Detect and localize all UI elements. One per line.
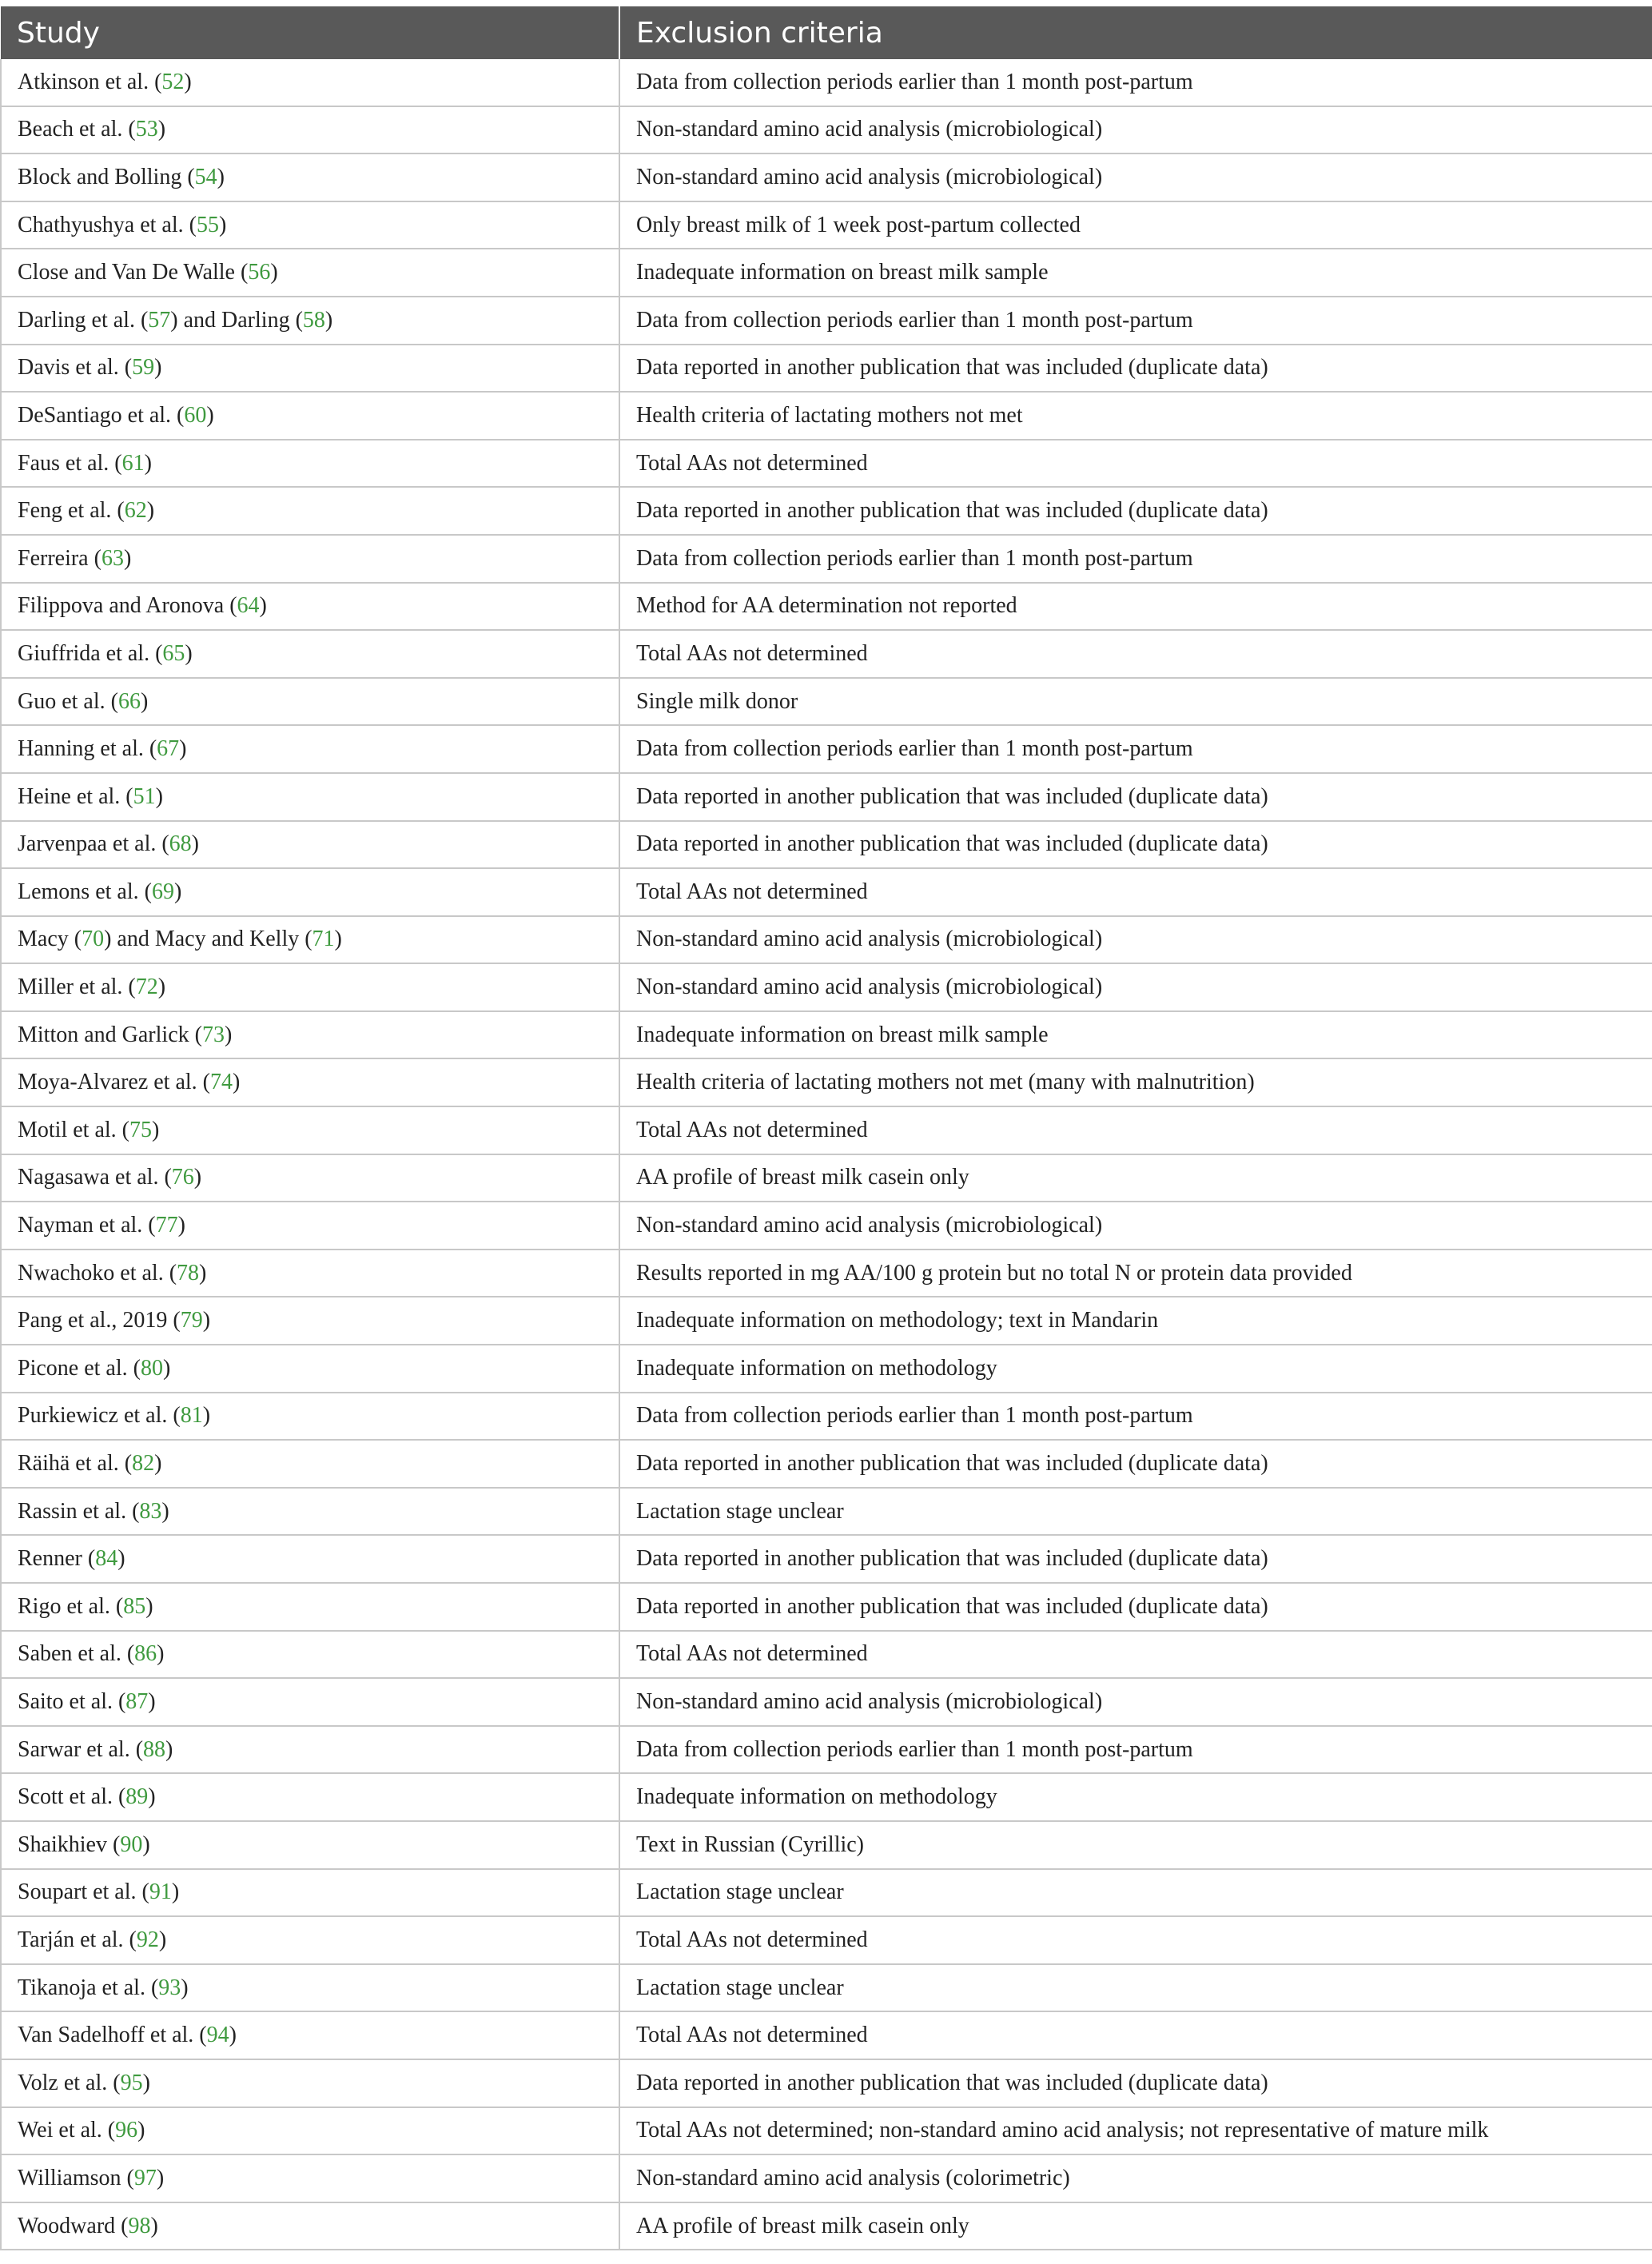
reference-link[interactable]: 69 bbox=[151, 879, 174, 904]
reference-link[interactable]: 55 bbox=[196, 212, 219, 237]
criteria-cell: Non-standard amino acid analysis (microbiological) bbox=[619, 963, 1652, 1011]
criteria-cell: Data reported in another publication that was included (duplicate data) bbox=[619, 2059, 1652, 2107]
study-text: ) bbox=[173, 879, 182, 904]
criteria-cell: Data from collection periods earlier than 1 month post-partum bbox=[619, 535, 1652, 583]
reference-link[interactable]: 90 bbox=[120, 1832, 143, 1857]
study-cell bbox=[1, 1297, 619, 1345]
study-cell bbox=[1, 1202, 619, 1250]
study-text: Pang et al., 2019 ( bbox=[18, 1308, 181, 1333]
study-text: ) bbox=[144, 450, 152, 476]
criteria-cell: Total AAs not determined bbox=[619, 868, 1652, 916]
study-cell bbox=[1, 1106, 619, 1154]
study-text: ) bbox=[217, 164, 225, 189]
criteria-cell: Lactation stage unclear bbox=[619, 1869, 1652, 1917]
study-cell bbox=[1, 297, 619, 345]
reference-link[interactable]: 67 bbox=[157, 736, 180, 762]
study-cell bbox=[1, 1869, 619, 1917]
study-cell bbox=[1, 1583, 619, 1631]
reference-link[interactable]: 84 bbox=[95, 1546, 118, 1572]
reference-link[interactable]: 96 bbox=[115, 2118, 138, 2143]
criteria-cell: Data from collection periods earlier than 1 month post-partum bbox=[619, 1393, 1652, 1441]
reference-link[interactable]: 95 bbox=[120, 2070, 143, 2095]
table-row bbox=[1, 345, 1652, 393]
table-row bbox=[1, 1726, 1652, 1774]
table-row bbox=[1, 583, 1652, 631]
criteria-cell: Data from collection periods earlier than 1 month post-partum bbox=[619, 297, 1652, 345]
study-cell bbox=[1, 2011, 619, 2059]
header-exclusion-criteria: Exclusion criteria bbox=[619, 6, 1652, 59]
table-row bbox=[1, 487, 1652, 535]
table-row bbox=[1, 2202, 1652, 2250]
reference-link[interactable]: 73 bbox=[201, 1022, 225, 1047]
study-text: ) bbox=[229, 2023, 237, 2048]
table-row bbox=[1, 1535, 1652, 1583]
criteria-cell: Only breast milk of 1 week post-partum collected bbox=[619, 201, 1652, 249]
study-text: ) bbox=[137, 2118, 145, 2143]
study-text: ) bbox=[179, 736, 187, 762]
table-row bbox=[1, 1011, 1652, 1059]
criteria-cell: Total AAs not determined; non-standard amino acid analysis; not representative of mature milk bbox=[619, 2107, 1652, 2155]
study-text: Rassin et al. ( bbox=[18, 1498, 140, 1524]
study-cell bbox=[1, 630, 619, 678]
table-row bbox=[1, 2059, 1652, 2107]
study-text: ) bbox=[162, 1355, 171, 1381]
reference-link[interactable]: 89 bbox=[125, 1784, 149, 1810]
reference-link[interactable]: 52 bbox=[161, 69, 185, 94]
study-text: ) bbox=[123, 545, 132, 571]
study-cell bbox=[1, 487, 619, 535]
study-text: Beach et al. ( bbox=[18, 117, 136, 142]
criteria-cell: Non-standard amino acid analysis (microbiological) bbox=[619, 106, 1652, 154]
criteria-cell: Lactation stage unclear bbox=[619, 1964, 1652, 2012]
study-text: ) bbox=[148, 1688, 156, 1714]
reference-link[interactable]: 72 bbox=[135, 975, 158, 1000]
reference-link[interactable]: 81 bbox=[180, 1403, 203, 1429]
study-text: Mitton and Garlick ( bbox=[18, 1022, 202, 1047]
study-text: ) bbox=[148, 1784, 156, 1810]
study-text: ) bbox=[142, 2070, 150, 2095]
reference-link[interactable]: 83 bbox=[139, 1498, 162, 1524]
study-text: ) bbox=[156, 2165, 165, 2190]
study-text: ) bbox=[146, 498, 155, 524]
study-text: Rigo et al. ( bbox=[18, 1593, 124, 1619]
study-text: Saben et al. ( bbox=[18, 1641, 135, 1667]
reference-link[interactable]: 85 bbox=[123, 1593, 146, 1619]
reference-link[interactable]: 77 bbox=[155, 1213, 178, 1238]
table-row bbox=[1, 392, 1652, 440]
study-text: ) bbox=[154, 1451, 162, 1477]
study-text: Atkinson et al. ( bbox=[18, 69, 162, 94]
criteria-cell: Inadequate information on breast milk sample bbox=[619, 249, 1652, 297]
reference-link[interactable]: 87 bbox=[125, 1688, 149, 1714]
study-text: Darling et al. ( bbox=[18, 307, 149, 333]
table-row bbox=[1, 678, 1652, 726]
study-text: ) bbox=[191, 831, 199, 857]
study-text: Block and Bolling ( bbox=[18, 164, 195, 189]
study-text: Davis et al. ( bbox=[18, 355, 133, 381]
study-cell bbox=[1, 1964, 619, 2012]
study-text: ) bbox=[145, 1593, 153, 1619]
study-text: ) bbox=[150, 2213, 158, 2238]
criteria-cell: Total AAs not determined bbox=[619, 440, 1652, 488]
table-row bbox=[1, 1583, 1652, 1631]
study-text: Hanning et al. ( bbox=[18, 736, 157, 762]
criteria-cell: Health criteria of lactating mothers not met bbox=[619, 392, 1652, 440]
study-text: Chathyushya et al. ( bbox=[18, 212, 197, 237]
study-text: ) bbox=[151, 1117, 160, 1142]
study-cell bbox=[1, 2202, 619, 2250]
criteria-cell: Inadequate information on breast milk sample bbox=[619, 1011, 1652, 1059]
study-text: Faus et al. ( bbox=[18, 450, 122, 476]
table-row bbox=[1, 297, 1652, 345]
study-text: ) bbox=[140, 688, 149, 714]
study-text: Nwachoko et al. ( bbox=[18, 1260, 177, 1285]
table-row bbox=[1, 1964, 1652, 2012]
table-row bbox=[1, 106, 1652, 154]
study-cell bbox=[1, 2059, 619, 2107]
criteria-cell: Data from collection periods earlier than 1 month post-partum bbox=[619, 725, 1652, 773]
study-cell bbox=[1, 392, 619, 440]
study-text: DeSantiago et al. ( bbox=[18, 402, 185, 428]
reference-link[interactable]: 57 bbox=[148, 307, 171, 333]
study-text: Williamson ( bbox=[18, 2165, 134, 2190]
study-text: ) bbox=[324, 307, 333, 333]
table-row bbox=[1, 201, 1652, 249]
study-text: ) and Macy and Kelly ( bbox=[104, 927, 312, 952]
study-cell bbox=[1, 1250, 619, 1297]
study-text: Räihä et al. ( bbox=[18, 1451, 133, 1477]
table-row bbox=[1, 1773, 1652, 1821]
table-row bbox=[1, 963, 1652, 1011]
study-text: Volz et al. ( bbox=[18, 2070, 121, 2095]
study-text: ) bbox=[218, 212, 227, 237]
reference-link[interactable]: 97 bbox=[133, 2165, 157, 2190]
study-text: Nagasawa et al. ( bbox=[18, 1165, 172, 1190]
reference-link[interactable]: 76 bbox=[171, 1165, 194, 1190]
criteria-cell: Data reported in another publication that was included (duplicate data) bbox=[619, 1583, 1652, 1631]
reference-link[interactable]: 82 bbox=[132, 1451, 155, 1477]
study-cell bbox=[1, 1631, 619, 1679]
table-row bbox=[1, 630, 1652, 678]
study-text: Sarwar et al. ( bbox=[18, 1736, 144, 1762]
reference-link[interactable]: 71 bbox=[312, 927, 335, 952]
study-cell bbox=[1, 1726, 619, 1774]
criteria-cell: Data from collection periods earlier than 1 month post-partum bbox=[619, 1726, 1652, 1774]
table-row bbox=[1, 821, 1652, 869]
study-text: Moya-Alvarez et al. ( bbox=[18, 1070, 210, 1095]
study-text: ) bbox=[202, 1308, 211, 1333]
study-cell bbox=[1, 678, 619, 726]
study-text: ) bbox=[181, 1975, 189, 2000]
reference-link[interactable]: 93 bbox=[158, 1975, 181, 2000]
study-text: ) bbox=[202, 1403, 211, 1429]
reference-link[interactable]: 59 bbox=[132, 355, 155, 381]
study-text: Jarvenpaa et al. ( bbox=[18, 831, 169, 857]
table-row bbox=[1, 1869, 1652, 1917]
study-text: Close and Van De Walle ( bbox=[18, 260, 249, 285]
study-text: ) bbox=[161, 1498, 169, 1524]
reference-link[interactable]: 98 bbox=[128, 2213, 151, 2238]
reference-link[interactable]: 78 bbox=[177, 1260, 200, 1285]
study-text: Woodward ( bbox=[18, 2213, 129, 2238]
study-cell bbox=[1, 963, 619, 1011]
study-text: ) bbox=[233, 1070, 241, 1095]
study-text: ) bbox=[199, 1260, 207, 1285]
criteria-cell: Text in Russian (Cyrillic) bbox=[619, 1821, 1652, 1869]
table-row bbox=[1, 153, 1652, 201]
study-text: Shaikhiev ( bbox=[18, 1832, 121, 1857]
criteria-cell: Data reported in another publication that was included (duplicate data) bbox=[619, 821, 1652, 869]
criteria-cell: Non-standard amino acid analysis (colorimetric) bbox=[619, 2154, 1652, 2202]
study-text: ) bbox=[185, 640, 193, 666]
table-row bbox=[1, 1106, 1652, 1154]
table-row bbox=[1, 1440, 1652, 1488]
study-text: Giuffrida et al. ( bbox=[18, 640, 163, 666]
study-text: Ferreira ( bbox=[18, 545, 102, 571]
study-cell bbox=[1, 249, 619, 297]
reference-link[interactable]: 88 bbox=[143, 1736, 166, 1762]
study-cell bbox=[1, 1773, 619, 1821]
study-cell bbox=[1, 1535, 619, 1583]
criteria-cell: Total AAs not determined bbox=[619, 1631, 1652, 1679]
study-text: Nayman et al. ( bbox=[18, 1213, 156, 1238]
reference-link[interactable]: 68 bbox=[169, 831, 192, 857]
study-text: Purkiewicz et al. ( bbox=[18, 1403, 181, 1429]
study-cell bbox=[1, 1916, 619, 1964]
study-text: ) bbox=[259, 593, 267, 619]
study-text: Filippova and Aronova ( bbox=[18, 593, 237, 619]
study-text: Saito et al. ( bbox=[18, 1688, 126, 1714]
table-row bbox=[1, 1488, 1652, 1536]
study-text: Scott et al. ( bbox=[18, 1784, 126, 1810]
table-row bbox=[1, 868, 1652, 916]
criteria-cell: Non-standard amino acid analysis (microbiological) bbox=[619, 153, 1652, 201]
criteria-cell: Method for AA determination not reported bbox=[619, 583, 1652, 631]
study-cell bbox=[1, 153, 619, 201]
table-row bbox=[1, 249, 1652, 297]
criteria-cell: Single milk donor bbox=[619, 678, 1652, 726]
study-cell bbox=[1, 345, 619, 393]
table-row bbox=[1, 1678, 1652, 1726]
study-cell bbox=[1, 2154, 619, 2202]
study-cell bbox=[1, 2107, 619, 2155]
study-text: Miller et al. ( bbox=[18, 975, 136, 1000]
reference-link[interactable]: 53 bbox=[135, 117, 158, 142]
criteria-cell: Total AAs not determined bbox=[619, 630, 1652, 678]
table-row bbox=[1, 725, 1652, 773]
reference-link[interactable]: 60 bbox=[184, 402, 207, 428]
reference-link[interactable]: 58 bbox=[302, 307, 325, 333]
study-cell bbox=[1, 1821, 619, 1869]
study-cell bbox=[1, 773, 619, 821]
study-text: ) bbox=[177, 1213, 185, 1238]
study-text: Guo et al. ( bbox=[18, 688, 118, 714]
table-header bbox=[1, 6, 1652, 59]
reference-link[interactable]: 92 bbox=[136, 1927, 159, 1952]
study-text: ) bbox=[184, 69, 192, 94]
study-text: Tarján et al. ( bbox=[18, 1927, 137, 1952]
table-row bbox=[1, 1297, 1652, 1345]
study-cell bbox=[1, 201, 619, 249]
table-row bbox=[1, 1821, 1652, 1869]
study-text: ) bbox=[142, 1832, 150, 1857]
study-cell bbox=[1, 821, 619, 869]
criteria-cell: Lactation stage unclear bbox=[619, 1488, 1652, 1536]
study-text: Soupart et al. ( bbox=[18, 1879, 149, 1905]
table-row bbox=[1, 1154, 1652, 1202]
table-row bbox=[1, 535, 1652, 583]
study-text: Macy ( bbox=[18, 927, 82, 952]
table-row bbox=[1, 2011, 1652, 2059]
study-text: ) bbox=[270, 260, 278, 285]
table-row bbox=[1, 1058, 1652, 1106]
study-cell bbox=[1, 1345, 619, 1393]
table-row bbox=[1, 2154, 1652, 2202]
study-text: ) bbox=[224, 1022, 233, 1047]
study-text: ) bbox=[165, 1736, 173, 1762]
criteria-cell: Non-standard amino acid analysis (microbiological) bbox=[619, 1202, 1652, 1250]
study-cell bbox=[1, 1058, 619, 1106]
criteria-cell: Data reported in another publication that was included (duplicate data) bbox=[619, 1440, 1652, 1488]
criteria-cell: Results reported in mg AA/100 g protein but no total N or protein data provided bbox=[619, 1250, 1652, 1297]
study-text: ) bbox=[206, 402, 214, 428]
reference-link[interactable]: 66 bbox=[117, 688, 141, 714]
study-text: ) bbox=[193, 1165, 202, 1190]
study-cell bbox=[1, 1011, 619, 1059]
study-cell bbox=[1, 59, 619, 106]
study-text: ) bbox=[157, 1641, 165, 1667]
reference-link[interactable]: 54 bbox=[194, 164, 217, 189]
table-row bbox=[1, 59, 1652, 106]
study-cell bbox=[1, 1154, 619, 1202]
study-text: ) bbox=[158, 1927, 167, 1952]
criteria-cell: Health criteria of lactating mothers not met (many with malnutrition) bbox=[619, 1058, 1652, 1106]
reference-link[interactable]: 79 bbox=[180, 1308, 203, 1333]
header-row bbox=[1, 6, 1652, 59]
study-text: ) bbox=[157, 117, 166, 142]
criteria-cell: Total AAs not determined bbox=[619, 2011, 1652, 2059]
study-text: Wei et al. ( bbox=[18, 2118, 116, 2143]
table-row bbox=[1, 1250, 1652, 1297]
study-text: ) bbox=[154, 355, 162, 381]
reference-link[interactable]: 64 bbox=[237, 593, 260, 619]
criteria-cell: Data reported in another publication that was included (duplicate data) bbox=[619, 345, 1652, 393]
exclusion-table bbox=[0, 6, 1652, 2250]
reference-link[interactable]: 74 bbox=[210, 1070, 233, 1095]
reference-link[interactable]: 62 bbox=[124, 498, 147, 524]
table-row bbox=[1, 1631, 1652, 1679]
study-text: ) bbox=[157, 975, 166, 1000]
study-text: ) and Darling ( bbox=[170, 307, 303, 333]
table-row bbox=[1, 1916, 1652, 1964]
study-text: Heine et al. ( bbox=[18, 783, 133, 809]
reference-link[interactable]: 63 bbox=[101, 545, 124, 571]
reference-link[interactable]: 94 bbox=[206, 2023, 229, 2048]
study-cell bbox=[1, 440, 619, 488]
study-text: ) bbox=[334, 927, 342, 952]
criteria-cell: Inadequate information on methodology bbox=[619, 1345, 1652, 1393]
study-cell bbox=[1, 725, 619, 773]
reference-link[interactable]: 75 bbox=[129, 1117, 152, 1142]
study-cell bbox=[1, 916, 619, 964]
table-row bbox=[1, 440, 1652, 488]
criteria-cell: Inadequate information on methodology bbox=[619, 1773, 1652, 1821]
reference-link[interactable]: 56 bbox=[248, 260, 271, 285]
study-text: Van Sadelhoff et al. ( bbox=[18, 2023, 207, 2048]
study-cell bbox=[1, 1678, 619, 1726]
criteria-cell: Total AAs not determined bbox=[619, 1106, 1652, 1154]
reference-link[interactable]: 80 bbox=[140, 1355, 163, 1381]
reference-link[interactable]: 61 bbox=[121, 450, 145, 476]
reference-link[interactable]: 65 bbox=[162, 640, 185, 666]
table-row bbox=[1, 773, 1652, 821]
table-body bbox=[1, 59, 1652, 2250]
study-cell bbox=[1, 106, 619, 154]
study-text: Motil et al. ( bbox=[18, 1117, 129, 1142]
study-cell bbox=[1, 535, 619, 583]
criteria-cell: Non-standard amino acid analysis (microbiological) bbox=[619, 1678, 1652, 1726]
criteria-cell: Data reported in another publication that was included (duplicate data) bbox=[619, 773, 1652, 821]
table-row bbox=[1, 1202, 1652, 1250]
study-text: ) bbox=[171, 1879, 180, 1905]
study-cell bbox=[1, 1488, 619, 1536]
study-text: ) bbox=[117, 1546, 125, 1572]
criteria-cell: Total AAs not determined bbox=[619, 1916, 1652, 1964]
study-text: Renner ( bbox=[18, 1546, 96, 1572]
table-row bbox=[1, 916, 1652, 964]
criteria-cell: Data reported in another publication that was included (duplicate data) bbox=[619, 487, 1652, 535]
study-cell bbox=[1, 1440, 619, 1488]
study-text: ) bbox=[155, 783, 163, 809]
table-row bbox=[1, 1345, 1652, 1393]
study-cell bbox=[1, 583, 619, 631]
reference-link[interactable]: 91 bbox=[149, 1879, 172, 1905]
reference-link[interactable]: 51 bbox=[133, 783, 156, 809]
study-cell bbox=[1, 1393, 619, 1441]
study-text: Feng et al. ( bbox=[18, 498, 125, 524]
header-study: Study bbox=[1, 6, 619, 59]
criteria-cell: AA profile of breast milk casein only bbox=[619, 2202, 1652, 2250]
criteria-cell: Non-standard amino acid analysis (microbiological) bbox=[619, 916, 1652, 964]
study-text: Picone et al. ( bbox=[18, 1355, 141, 1381]
criteria-cell: Data reported in another publication that was included (duplicate data) bbox=[619, 1535, 1652, 1583]
reference-link[interactable]: 86 bbox=[134, 1641, 157, 1667]
table-row bbox=[1, 2107, 1652, 2155]
study-text: Tikanoja et al. ( bbox=[18, 1975, 159, 2000]
reference-link[interactable]: 70 bbox=[82, 927, 105, 952]
criteria-cell: Inadequate information on methodology; text in Mandarin bbox=[619, 1297, 1652, 1345]
study-cell bbox=[1, 868, 619, 916]
study-text: Lemons et al. ( bbox=[18, 879, 152, 904]
criteria-cell: Data from collection periods earlier than 1 month post-partum bbox=[619, 59, 1652, 106]
criteria-cell: AA profile of breast milk casein only bbox=[619, 1154, 1652, 1202]
table-row bbox=[1, 1393, 1652, 1441]
